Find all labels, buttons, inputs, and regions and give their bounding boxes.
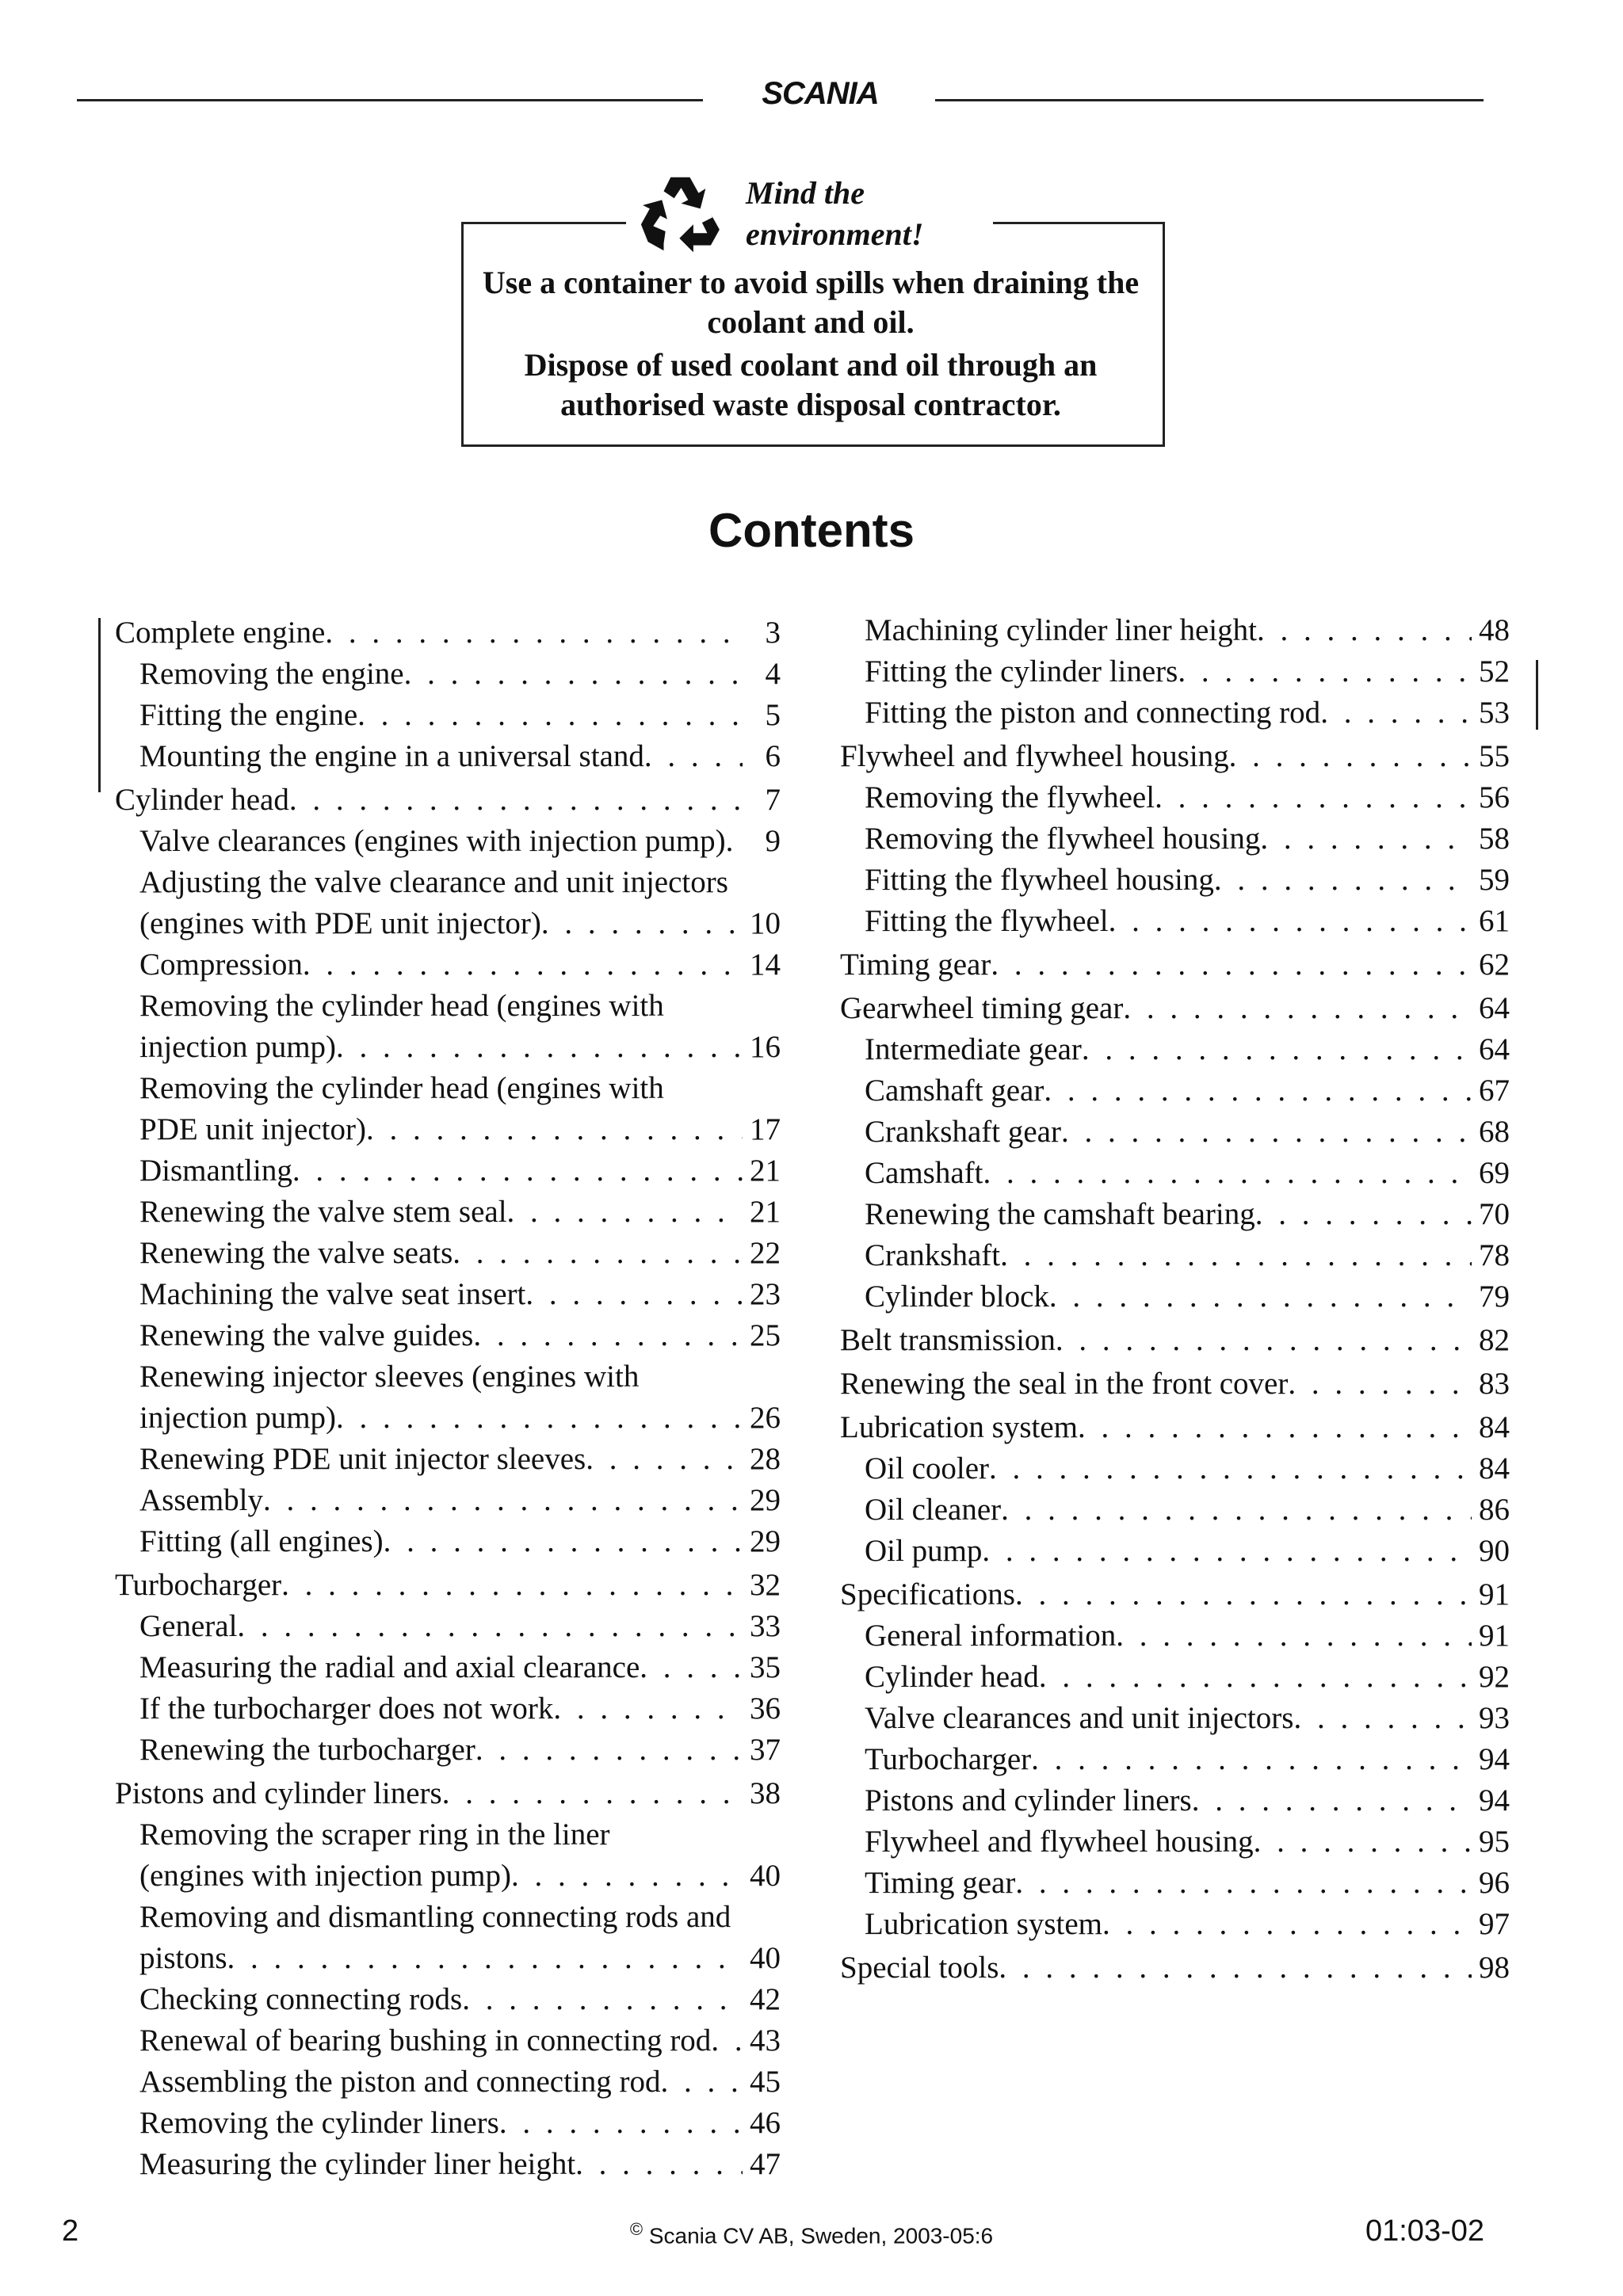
dot-leader — [1293, 1698, 1472, 1739]
toc-entry-title: Crankshaft — [865, 1238, 1001, 1272]
toc-entry-title: Renewing the seal in the front cover — [840, 1367, 1289, 1401]
toc-entry[interactable] — [115, 1814, 781, 1897]
dot-leader — [575, 2144, 743, 2185]
toc-entry[interactable] — [840, 1780, 1510, 1821]
toc-entry[interactable] — [840, 860, 1510, 901]
dot-leader — [1102, 1904, 1472, 1945]
toc-entry-title-cont: PDE unit injector) — [139, 1112, 366, 1146]
dot-leader — [1123, 988, 1472, 1029]
toc-entry-title: Turbocharger — [115, 1568, 282, 1602]
toc-entry-title: Belt transmission — [840, 1323, 1056, 1357]
toc-page-number: 25 — [750, 1318, 781, 1352]
toc-page-number: 94 — [1479, 1783, 1510, 1817]
toc-entry-title: Removing the cylinder head (engines with — [139, 1071, 664, 1105]
toc-entry[interactable] — [840, 1821, 1510, 1863]
toc-page-number: 83 — [1479, 1367, 1510, 1401]
toc-entry[interactable] — [115, 695, 781, 736]
toc-page-number: 86 — [1479, 1493, 1510, 1527]
toc-entry-title-cont: pistons — [139, 1941, 227, 1975]
dot-leader — [640, 1647, 743, 1688]
toc-entry-title-cont: injection pump) — [139, 1401, 337, 1435]
dot-leader — [1320, 692, 1472, 734]
dot-leader — [1001, 1489, 1472, 1531]
toc-entry-title: Camshaft gear — [865, 1074, 1044, 1108]
dot-leader — [303, 944, 743, 986]
toc-page-number: 79 — [1479, 1280, 1510, 1314]
toc-entry[interactable] — [840, 1947, 1510, 1989]
toc-entry-title: Timing gear — [865, 1866, 1016, 1900]
recycle-icon — [636, 170, 727, 257]
toc-page-number: 69 — [1479, 1156, 1510, 1190]
header-rule-left — [77, 99, 703, 101]
toc-entry-title: Cylinder block — [865, 1280, 1049, 1314]
toc-page-number: 93 — [1479, 1701, 1510, 1735]
dot-leader — [1044, 1070, 1472, 1112]
toc-entry[interactable] — [840, 1615, 1510, 1657]
environment-notice — [460, 166, 1165, 452]
toc-entry-title: Compression — [139, 948, 303, 982]
toc-page-number: 17 — [750, 1112, 781, 1146]
toc-page-number: 29 — [750, 1524, 781, 1558]
toc-entry[interactable] — [840, 1448, 1510, 1489]
dot-leader — [384, 1521, 743, 1562]
toc-page-number: 78 — [1479, 1238, 1510, 1272]
toc-entry[interactable] — [115, 1233, 781, 1274]
toc-entry[interactable] — [840, 1320, 1510, 1361]
dot-leader — [644, 736, 743, 777]
toc-entry-title: Renewing PDE unit injector sleeves — [139, 1442, 586, 1476]
toc-entry-title: Crankshaft gear — [865, 1115, 1061, 1149]
toc-entry[interactable] — [115, 2144, 781, 2185]
toc-entry[interactable] — [115, 780, 781, 821]
dot-leader — [325, 612, 743, 654]
toc-entry-title: Renewing the valve seats — [139, 1236, 453, 1270]
toc-entry-title: Fitting the piston and connecting rod — [865, 696, 1321, 730]
dot-leader — [507, 1192, 743, 1233]
dot-leader — [1082, 1029, 1472, 1070]
toc-entry[interactable] — [840, 988, 1510, 1029]
toc-page-number: 92 — [1479, 1660, 1510, 1694]
dot-leader — [462, 1979, 743, 2020]
toc-entry-title-cont: (engines with injection pump) — [139, 1859, 511, 1893]
dot-leader — [475, 1730, 743, 1771]
dot-leader — [263, 1480, 743, 1521]
brand-logo: SCANIA — [762, 76, 879, 111]
toc-entry[interactable] — [840, 901, 1510, 942]
toc-entry[interactable] — [115, 1730, 781, 1771]
dot-leader — [292, 1150, 743, 1192]
toc-entry-title: Camshaft — [865, 1156, 983, 1190]
toc-entry-title: Dismantling — [139, 1154, 292, 1188]
dot-leader — [473, 1315, 743, 1356]
toc-page-number: 40 — [750, 1859, 781, 1893]
toc-page-number: 61 — [1479, 904, 1510, 938]
dot-leader — [357, 695, 743, 736]
dot-leader — [442, 1773, 743, 1814]
toc-entry[interactable] — [840, 1904, 1510, 1945]
toc-entry-title: Fitting (all engines) — [139, 1524, 384, 1558]
dot-leader — [1260, 818, 1472, 860]
toc-entry-title: Assembly — [139, 1483, 263, 1517]
toc-entry-title: Pistons and cylinder liners — [865, 1783, 1192, 1817]
toc-entry[interactable] — [115, 1274, 781, 1315]
toc-page-number: 56 — [1479, 780, 1510, 814]
toc-page-number: 42 — [750, 1982, 781, 2016]
toc-entry-line — [139, 1938, 781, 1979]
dot-leader — [1116, 1615, 1472, 1657]
notice-heading — [626, 166, 993, 261]
toc-page-number: 91 — [1479, 1619, 1510, 1653]
dot-leader — [1214, 860, 1472, 901]
toc-entry[interactable] — [115, 821, 781, 862]
toc-entry[interactable] — [840, 1276, 1510, 1318]
toc-entry[interactable] — [115, 1606, 781, 1647]
toc-entry-title: Removing the engine — [139, 657, 404, 691]
toc-page-number: 10 — [750, 906, 781, 940]
toc-entry-title: Renewing the valve guides — [139, 1318, 474, 1352]
toc-entry[interactable] — [840, 1363, 1510, 1405]
toc-entry-title: Mounting the engine in a universal stand — [139, 739, 644, 773]
toc-page-number: 22 — [750, 1236, 781, 1270]
dot-leader — [1015, 1574, 1472, 1615]
toc-entry-title: Renewing the valve stem seal — [139, 1195, 507, 1229]
toc-entry-title: Fitting the flywheel — [865, 904, 1109, 938]
toc-entry[interactable] — [115, 1897, 781, 1979]
toc-entry[interactable] — [115, 654, 781, 695]
toc-entry-title: Measuring the radial and axial clearance — [139, 1650, 640, 1684]
dot-leader — [982, 1531, 1472, 1572]
dot-leader — [1031, 1739, 1472, 1780]
toc-entry[interactable] — [115, 1192, 781, 1233]
dot-leader — [499, 2103, 743, 2144]
toc-page-number: 55 — [1479, 739, 1510, 773]
dot-leader — [1000, 1235, 1472, 1276]
toc-entry[interactable] — [840, 1574, 1510, 1615]
toc-page-number: 36 — [750, 1691, 781, 1726]
toc-entry[interactable] — [115, 1688, 781, 1730]
toc-entry-title: Turbocharger — [865, 1742, 1032, 1776]
toc-entry-title: Oil cleaner — [865, 1493, 1002, 1527]
toc-page-number: 64 — [1479, 991, 1510, 1025]
toc-entry-title: Checking connecting rods — [139, 1982, 463, 2016]
dot-leader — [989, 1448, 1472, 1489]
toc-page-number: 52 — [1479, 654, 1510, 688]
toc-entry-title: Valve clearances and unit injectors — [865, 1701, 1294, 1735]
notice-paragraph: Use a container to avoid spills when draining the coolant and oil. — [482, 265, 1140, 340]
notice-paragraph: Dispose of used coolant and oil through an authorised waste disposal contractor. — [524, 347, 1098, 422]
page-header — [0, 0, 1623, 158]
toc-page-number: 70 — [1479, 1197, 1510, 1231]
dot-leader — [1049, 1276, 1472, 1318]
page-footer — [0, 2214, 1623, 2262]
toc-entry-title: Complete engine — [115, 616, 326, 650]
toc-entry[interactable] — [115, 1356, 781, 1439]
dot-leader — [1078, 1407, 1472, 1448]
toc-entry[interactable] — [115, 1150, 781, 1192]
toc-entry[interactable] — [115, 1521, 781, 1562]
dot-leader — [289, 780, 743, 821]
toc-page-number: 33 — [750, 1609, 781, 1643]
toc-entry[interactable] — [115, 1773, 781, 1814]
toc-entry[interactable] — [115, 2061, 781, 2103]
toc-entry-title: Pistons and cylinder liners — [115, 1776, 442, 1810]
toc-page-number: 4 — [765, 657, 781, 691]
toc-entry-line — [139, 1109, 781, 1150]
dot-leader — [983, 1153, 1472, 1194]
toc-page-number: 82 — [1479, 1323, 1510, 1357]
toc-entry-title: General information — [865, 1619, 1117, 1653]
toc-page-number: 40 — [750, 1941, 781, 1975]
dot-leader — [1257, 610, 1472, 651]
toc-page-number: 32 — [750, 1568, 781, 1602]
toc-entry[interactable] — [115, 1439, 781, 1480]
toc-entry[interactable] — [840, 1194, 1510, 1235]
toc-page-number: 62 — [1479, 948, 1510, 982]
toc-page-number: 91 — [1479, 1577, 1510, 1611]
dot-leader — [586, 1439, 743, 1480]
toc-entry-title: Fitting the engine — [139, 698, 358, 732]
toc-page-number: 46 — [750, 2106, 781, 2140]
toc-entry[interactable] — [840, 692, 1510, 734]
dot-leader — [227, 1938, 743, 1979]
toc-page-number: 21 — [750, 1154, 781, 1188]
toc-entry[interactable] — [840, 1407, 1510, 1448]
toc-entry[interactable] — [840, 651, 1510, 692]
toc-entry[interactable] — [840, 1153, 1510, 1194]
dot-leader — [1109, 901, 1472, 942]
toc-page-number: 64 — [1479, 1032, 1510, 1066]
dot-leader — [991, 944, 1472, 986]
toc-entry[interactable] — [840, 736, 1510, 777]
toc-entry[interactable] — [840, 1029, 1510, 1070]
toc-entry-title: Gearwheel timing gear — [840, 991, 1124, 1025]
toc-entry-title: Renewing the turbocharger — [139, 1733, 475, 1767]
toc-page-number: 26 — [750, 1401, 781, 1435]
toc-entry-line — [139, 1855, 781, 1897]
dot-leader — [453, 1233, 743, 1274]
toc-entry-title: Renewing the camshaft bearing — [865, 1197, 1255, 1231]
toc-page-number: 84 — [1479, 1410, 1510, 1444]
toc-entry-title: Lubrication system — [865, 1907, 1103, 1941]
page-title: Contents — [708, 504, 915, 557]
toc-entry-title: Removing and dismantling connecting rods and — [139, 1900, 731, 1934]
toc-entry-line — [139, 903, 781, 944]
toc-page-number: 16 — [750, 1030, 781, 1064]
toc-entry[interactable] — [840, 1698, 1510, 1739]
dot-leader — [1229, 736, 1472, 777]
toc-entry[interactable] — [115, 2103, 781, 2144]
toc-entry-title: Adjusting the valve clearance and unit injectors — [139, 865, 728, 899]
toc-entry[interactable] — [115, 1068, 781, 1150]
toc-entry[interactable] — [840, 610, 1510, 651]
toc-entry-title: Machining cylinder liner height — [865, 613, 1257, 647]
toc-entry-title: Specifications — [840, 1577, 1015, 1611]
notice-body — [461, 263, 1160, 428]
toc-entry-title: Assembling the piston and connecting rod — [139, 2065, 661, 2099]
toc-entry[interactable] — [840, 1531, 1510, 1572]
change-bar — [1536, 660, 1538, 730]
dot-leader — [1178, 651, 1472, 692]
toc-entry-title-cont: injection pump) — [139, 1030, 337, 1064]
toc-page-number: 98 — [1479, 1951, 1510, 1985]
dot-leader — [726, 821, 743, 862]
toc-page-number: 47 — [750, 2147, 781, 2181]
toc-page-number: 5 — [765, 698, 781, 732]
toc-page-number: 9 — [765, 824, 781, 858]
change-bar — [98, 618, 101, 792]
toc-entry[interactable] — [115, 986, 781, 1068]
dot-leader — [660, 2061, 743, 2103]
toc-page-number: 94 — [1479, 1742, 1510, 1776]
header-rule-right — [935, 99, 1484, 101]
toc-entry-title: Flywheel and flywheel housing — [865, 1825, 1254, 1859]
toc-entry[interactable] — [840, 1739, 1510, 1780]
dot-leader — [366, 1109, 743, 1150]
toc-page-number: 3 — [765, 616, 781, 650]
toc-entry-title: Timing gear — [840, 948, 991, 982]
toc-entry-title: Removing the scraper ring in the liner — [139, 1817, 610, 1852]
toc-entry-title: Cylinder head — [865, 1660, 1039, 1694]
toc-entry[interactable] — [840, 1863, 1510, 1904]
dot-leader — [1015, 1863, 1472, 1904]
toc-entry[interactable] — [840, 1070, 1510, 1112]
toc-page-number: 43 — [750, 2023, 781, 2058]
notice-headline: Mind the environment! — [746, 175, 924, 252]
toc-entry[interactable] — [840, 1112, 1510, 1153]
toc-entry-title: Removing the flywheel housing — [865, 822, 1261, 856]
dot-leader — [553, 1688, 743, 1730]
toc-column-left — [115, 610, 781, 2185]
dot-leader — [1255, 1194, 1472, 1235]
toc-page-number: 90 — [1479, 1534, 1510, 1568]
toc-entry[interactable] — [115, 1480, 781, 1521]
toc-page-number: 84 — [1479, 1451, 1510, 1486]
toc-entry-title: Renewal of bearing bushing in connecting rod — [139, 2023, 712, 2058]
toc-entry[interactable] — [115, 1315, 781, 1356]
toc-entry-title: General — [139, 1609, 238, 1643]
toc-entry-title: Removing the flywheel — [865, 780, 1155, 814]
toc-entry-title: Renewing injector sleeves (engines with — [139, 1360, 640, 1394]
toc-entry-title: Intermediate gear — [865, 1032, 1082, 1066]
dot-leader — [541, 903, 743, 944]
dot-leader — [281, 1565, 743, 1606]
dot-leader — [1254, 1821, 1472, 1863]
dot-leader — [1056, 1320, 1472, 1361]
toc-page-number: 14 — [750, 948, 781, 982]
toc-entry[interactable] — [115, 1979, 781, 2020]
dot-leader — [711, 2020, 743, 2061]
toc-column-right — [840, 610, 1510, 1989]
toc-page-number: 67 — [1479, 1074, 1510, 1108]
toc-entry-line — [139, 1027, 781, 1068]
toc-entry[interactable] — [840, 944, 1510, 986]
toc-page-number: 23 — [750, 1277, 781, 1311]
page-number: 2 — [62, 2214, 79, 2248]
toc-page-number: 29 — [750, 1483, 781, 1517]
toc-page-number: 7 — [765, 783, 781, 817]
toc-page-number: 58 — [1479, 822, 1510, 856]
toc-page-number: 95 — [1479, 1825, 1510, 1859]
toc-entry[interactable] — [840, 1235, 1510, 1276]
dot-leader — [1039, 1657, 1472, 1698]
toc-entry-title: Removing the cylinder head (engines with — [139, 989, 664, 1023]
toc-entry[interactable] — [115, 612, 781, 654]
document-code: 01:03-02 — [1365, 2214, 1484, 2248]
toc-entry[interactable] — [840, 818, 1510, 860]
toc-entry-title: If the turbocharger does not work — [139, 1691, 554, 1726]
toc-entry[interactable] — [840, 1489, 1510, 1531]
toc-entry[interactable] — [115, 944, 781, 986]
dot-leader — [336, 1027, 743, 1068]
dot-leader — [511, 1855, 743, 1897]
dot-leader — [1192, 1780, 1472, 1821]
copyright-text: Scania CV AB, Sweden, 2003-05:6 — [648, 2223, 994, 2248]
toc-page-number: 35 — [750, 1650, 781, 1684]
dot-leader — [336, 1398, 743, 1439]
toc-entry[interactable] — [115, 2020, 781, 2061]
toc-entry-title: Flywheel and flywheel housing — [840, 739, 1229, 773]
toc-entry-line — [139, 1398, 781, 1439]
toc-entry-title: Oil cooler — [865, 1451, 990, 1486]
toc-page-number: 21 — [750, 1195, 781, 1229]
toc-page-number: 6 — [765, 739, 781, 773]
toc-entry[interactable] — [115, 862, 781, 944]
toc-page-number: 59 — [1479, 863, 1510, 897]
dot-leader — [1288, 1363, 1472, 1405]
dot-leader — [404, 654, 743, 695]
toc-entry[interactable] — [840, 777, 1510, 818]
toc-entry-title: Oil pump — [865, 1534, 983, 1568]
toc-entry-title: Special tools — [840, 1951, 999, 1985]
dot-leader — [999, 1947, 1472, 1989]
toc-entry-title: Fitting the flywheel housing — [865, 863, 1214, 897]
toc-entry-title: Valve clearances (engines with injection pump) — [139, 824, 726, 858]
dot-leader — [1155, 777, 1472, 818]
toc-entry[interactable] — [115, 736, 781, 777]
toc-page-number: 37 — [750, 1733, 781, 1767]
dot-leader — [525, 1274, 743, 1315]
toc-page-number: 97 — [1479, 1907, 1510, 1941]
toc-entry-title-cont: (engines with PDE unit injector) — [139, 906, 541, 940]
toc-entry[interactable] — [840, 1657, 1510, 1698]
toc-page-number: 28 — [750, 1442, 781, 1476]
toc-entry-title: Removing the cylinder liners — [139, 2106, 499, 2140]
toc-entry-title: Lubrication system — [840, 1410, 1079, 1444]
toc-entry[interactable] — [115, 1565, 781, 1606]
toc-page-number: 96 — [1479, 1866, 1510, 1900]
toc-entry-title: Cylinder head — [115, 783, 289, 817]
toc-page-number: 38 — [750, 1776, 781, 1810]
toc-page-number: 53 — [1479, 696, 1510, 730]
dot-leader — [1061, 1112, 1472, 1153]
toc-page-number: 68 — [1479, 1115, 1510, 1149]
dot-leader — [237, 1606, 743, 1647]
toc-page-number: 48 — [1479, 613, 1510, 647]
copyright-symbol: © — [629, 2219, 643, 2239]
toc-entry-title: Machining the valve seat insert — [139, 1277, 526, 1311]
toc-entry-title: Fitting the cylinder liners — [865, 654, 1178, 688]
toc-entry-title: Measuring the cylinder liner height — [139, 2147, 576, 2181]
toc-page-number: 45 — [750, 2065, 781, 2099]
toc-entry[interactable] — [115, 1647, 781, 1688]
